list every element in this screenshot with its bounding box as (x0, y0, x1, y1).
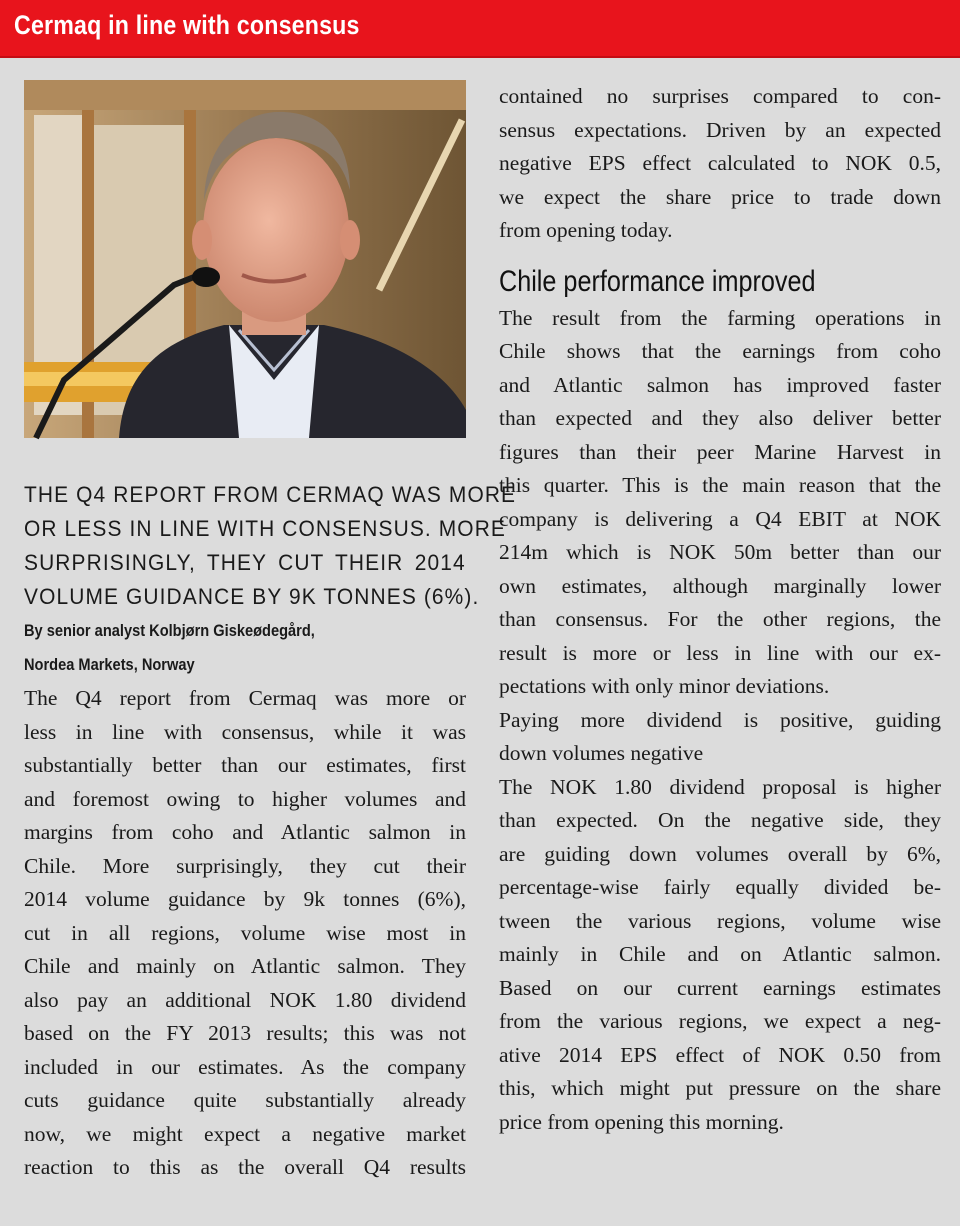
body-line: from the various regions, we expect a neg- (499, 1009, 941, 1033)
lead-line: THE Q4 REPORT FROM CERMAQ WAS MORE (24, 482, 517, 507)
body-line: ative 2014 EPS effect of NOK 0.50 from (499, 1042, 941, 1067)
body-line: and Atlantic salmon has improved faster (499, 372, 941, 397)
body-line: company is delivering a Q4 EBIT at NOK (499, 506, 941, 531)
body-line: margins from coho and Atlantic salmon in (24, 820, 466, 844)
body-line: contained no surprises compared to con- (499, 84, 941, 108)
body-line: Chile and mainly on Atlantic salmon. They (24, 954, 466, 978)
header-banner (0, 0, 960, 58)
body-line: included in our estimates. As the company (24, 1054, 466, 1079)
body-line: also pay an additional NOK 1.80 dividend (24, 987, 466, 1012)
body-line: price from opening this morning. (499, 1109, 784, 1134)
body-line: than expected and they also deliver better (499, 406, 941, 430)
body-line: 2014 volume guidance by 9k tonnes (6%), (24, 887, 466, 911)
continued-text (499, 80, 941, 248)
body-line: figures than their peer Marine Harvest in (499, 439, 941, 464)
body-line: negative EPS effect calculated to NOK 0.5, (499, 151, 941, 175)
body-line: The Q4 report from Cermaq was more or (24, 686, 466, 710)
left-body-text (24, 682, 466, 1185)
body-line: reaction to this as the overall Q4 results (24, 1155, 466, 1179)
body-line: are guiding down volumes overall by 6%, (499, 841, 941, 866)
section-heading: Chile performance improved (499, 264, 816, 298)
lead-line: VOLUME GUIDANCE BY 9K TONNES (6%). (24, 584, 480, 609)
dividend-section-text (499, 771, 941, 1140)
body-line: based on the FY 2013 results; this was not (24, 1021, 466, 1045)
body-line: sensus expectations. Driven by an expected (499, 117, 941, 142)
dividend-subhead (499, 704, 941, 771)
body-line: cuts guidance quite substantially already (24, 1088, 466, 1112)
body-line: own estimates, although marginally lower (499, 573, 941, 598)
analyst-photo (24, 80, 466, 438)
body-line: The NOK 1.80 dividend proposal is higher (499, 774, 941, 799)
body-line: result is more or less in line with our ex- (499, 640, 941, 665)
body-line: than consensus. For the other regions, the (499, 607, 941, 631)
body-line: and foremost owing to higher volumes and (24, 786, 466, 811)
article-title: Cermaq in line with consensus (14, 10, 360, 40)
body-line: now, we might expect a negative market (24, 1121, 466, 1146)
body-line: less in line with consensus, while it was (24, 719, 466, 744)
right-column (499, 80, 941, 1139)
left-column (24, 478, 517, 1185)
body-line: we expect the share price to trade down (499, 184, 941, 209)
body-line: 214m which is NOK 50m better than our (499, 540, 941, 564)
subhead-line: down volumes negative (499, 741, 704, 765)
body-line: cut in all regions, volume wise most in (24, 920, 466, 945)
body-line: from opening today. (499, 218, 673, 242)
body-line: tween the various regions, volume wise (499, 908, 941, 933)
body-line: Chile shows that the earnings from coho (499, 339, 941, 363)
body-line: this quarter. This is the main reason that the (499, 473, 941, 497)
subhead-line: Paying more dividend is positive, guiding (499, 707, 941, 732)
body-line: mainly in Chile and on Atlantic salmon. (499, 942, 941, 966)
body-line: percentage-wise fairly equally divided be- (499, 875, 941, 899)
lead-paragraph (24, 478, 517, 614)
lead-line: SURPRISINGLY, THEY CUT THEIR 2014 (24, 550, 466, 575)
body-line: substantially better than our estimates, first (24, 753, 466, 777)
body-line: this, which might put pressure on the share (499, 1076, 941, 1100)
byline-affiliation: Nordea Markets, Norway (24, 655, 195, 674)
body-line: than expected. On the negative side, they (499, 808, 941, 832)
body-line: The result from the farming operations in (499, 305, 941, 330)
body-line: Based on our current earnings estimates (499, 975, 941, 1000)
lead-line: OR LESS IN LINE WITH CONSENSUS. MORE (24, 516, 507, 541)
body-line: Chile. More surprisingly, they cut their (24, 853, 466, 878)
body-line: pectations with only minor deviations. (499, 674, 830, 698)
byline-author: By senior analyst Kolbjørn Giskeødegård, (24, 621, 315, 640)
chile-section-text (499, 302, 941, 704)
